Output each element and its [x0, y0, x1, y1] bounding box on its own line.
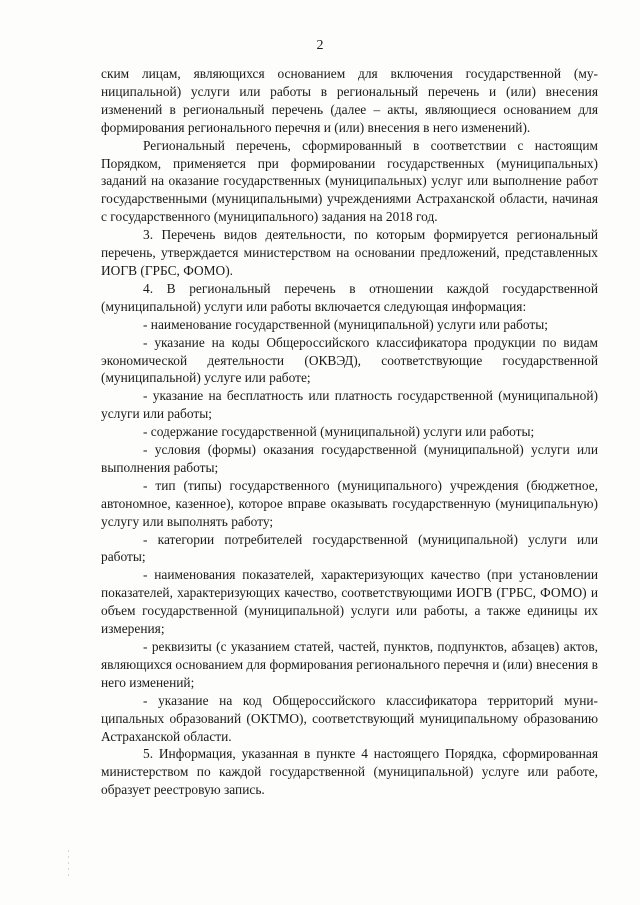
document-body — [101, 65, 598, 799]
paragraph-item-3: 3. Перечень видов деятельности, по которым формируется региональный перечень, утверждается министерством на основании предложений, представленных ИОГВ (ГРБС, ФОМО). — [101, 227, 598, 278]
paragraph-regional-list-application: Региональный перечень, сформированный в соответствии с настоящим Порядком, применяется при формировании государственных (муниципальных) заданий на оказание государственных (муниципальных) услуг или выполнение работ государственными (муниципальными) учреждениями Астраханской области, начиная с государственного (муниципального) задания на 2018 год. — [101, 137, 598, 225]
list-item-okved-codes: - указание на коды Общероссийского классификатора продукции по видам экономической деятельности (ОКВЭД), соответствующие государственной (муниципальной) услуге или работе; — [101, 334, 598, 386]
paragraph-item-4: 4. В региональный перечень в отношении каждой государственной (муниципальной) услуги или работы включается следующая информация: — [101, 280, 598, 314]
list-item-free-or-paid: - указание на бесплатность или платность государственной (муниципальной) услуги или работы; — [101, 388, 598, 422]
paragraph-continued: ским лицам, являющихся основанием для включения государственной (муниципальной) услуги или работы в региональный перечень и (или) внесения изменений в региональный перечень (далее – акты, являющиеся основанием для формирования регионального перечня и (или) внесения в него изменений). — [101, 66, 598, 135]
list-item-oktmo-code: - указание на код Общероссийского классификатора территорий муниципальных образований (ОКТМО), соответствующий муниципальному образованию Астраханской области. — [101, 692, 598, 744]
page-number: 2 — [316, 38, 324, 53]
list-item-service-content: - содержание государственной (муниципальной) услуги или работы; — [143, 424, 535, 440]
paragraph-item-5: 5. Информация, указанная в пункте 4 настоящего Порядка, сформированная министерством по каждой государственной (муниципальной) услуге или работе, образует реестровую запись. — [101, 746, 598, 798]
list-item-service-name: - наименование государственной (муниципальной) услуги или работы; — [143, 316, 548, 332]
list-item-service-conditions: - условия (формы) оказания государственной (муниципальной) услуги или выполнения работы; — [101, 442, 598, 475]
scan-artifact — [68, 850, 69, 880]
list-item-institution-types: - тип (типы) государственного (муниципального) учреждения (бюджетное, автономное, казенное), которое вправе оказывать государственную (муниципальную) услугу или выполнять работу; — [101, 477, 598, 529]
list-item-consumer-categories: - категории потребителей государственной (муниципальной) услуги или работы; — [101, 531, 598, 565]
list-item-act-requisites: - реквизиты (с указанием статей, частей, пунктов, подпунктов, абзацев) актов, являющихся основанием для формирования регионального перечня и (или) внесения в него изменений; — [101, 639, 598, 690]
list-item-quality-indicators: - наименования показателей, характеризующих качество (при установлении показателей, характеризующих качество, соответствующими ИОГВ (ГРБС, ФОМО) и объем государственной (муниципальной) услуги или работы, а также единицы их измерения; — [101, 567, 598, 637]
